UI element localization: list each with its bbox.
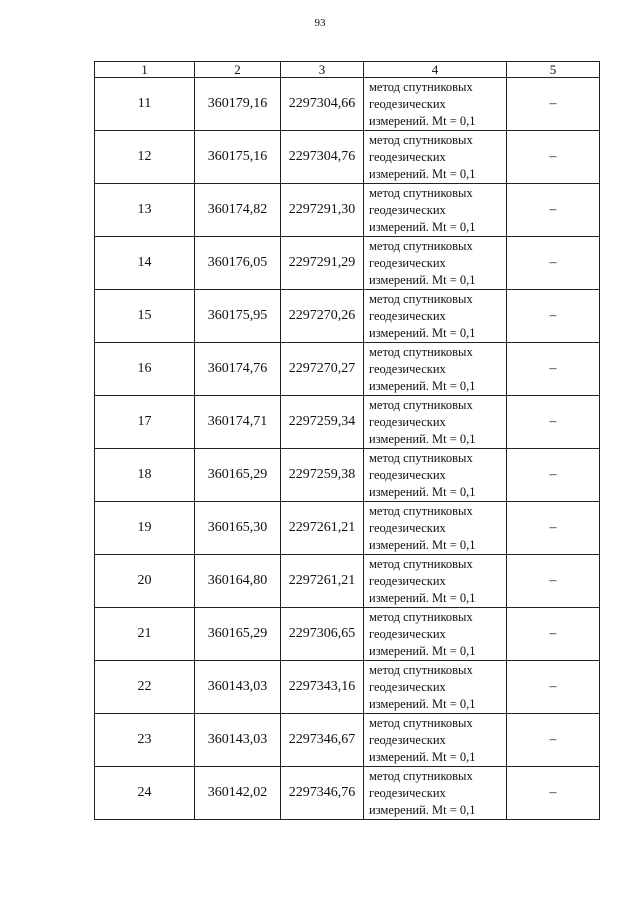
method-line: измерений. Mt = 0,1 [369,749,476,764]
method-line: метод спутниковых [369,556,473,571]
coordinate-x: 360174,82 [195,184,281,237]
note-cell: – [507,396,600,449]
method-line: измерений. Mt = 0,1 [369,590,476,605]
coordinate-y: 2297343,16 [281,661,364,714]
point-number: 14 [95,237,195,290]
point-number: 15 [95,290,195,343]
determination-method [364,608,507,661]
determination-method [364,237,507,290]
table-header-row [95,62,600,78]
coordinate-x: 360165,29 [195,449,281,502]
coordinates-table [94,61,600,820]
determination-method [364,290,507,343]
header-col-4: 4 [364,62,507,78]
determination-method [364,131,507,184]
note-cell: – [507,555,600,608]
method-line: метод спутниковых [369,238,473,253]
point-number: 18 [95,449,195,502]
coordinate-x: 360176,05 [195,237,281,290]
table-row [95,78,600,131]
coordinate-x: 360174,76 [195,343,281,396]
note-cell: – [507,343,600,396]
method-line: измерений. Mt = 0,1 [369,431,476,446]
coordinate-x: 360142,02 [195,767,281,820]
coordinate-y: 2297261,21 [281,555,364,608]
coordinate-y: 2297259,38 [281,449,364,502]
note-cell: – [507,184,600,237]
method-line: геодезических [369,626,446,641]
method-line: измерений. Mt = 0,1 [369,166,476,181]
point-number: 19 [95,502,195,555]
note-cell: – [507,237,600,290]
determination-method [364,449,507,502]
method-line: геодезических [369,573,446,588]
method-line: геодезических [369,467,446,482]
coordinate-x: 360143,03 [195,661,281,714]
method-line: измерений. Mt = 0,1 [369,696,476,711]
note-cell: – [507,661,600,714]
method-line: измерений. Mt = 0,1 [369,643,476,658]
method-line: метод спутниковых [369,291,473,306]
coordinate-x: 360179,16 [195,78,281,131]
method-line: метод спутниковых [369,132,473,147]
coordinate-y: 2297346,76 [281,767,364,820]
determination-method [364,555,507,608]
table-body [95,78,600,820]
point-number: 13 [95,184,195,237]
header-col-5: 5 [507,62,600,78]
method-line: геодезических [369,308,446,323]
table-row [95,343,600,396]
point-number: 21 [95,608,195,661]
determination-method [364,502,507,555]
point-number: 22 [95,661,195,714]
coordinate-y: 2297259,34 [281,396,364,449]
point-number: 12 [95,131,195,184]
coordinate-y: 2297306,65 [281,608,364,661]
coordinate-y: 2297304,66 [281,78,364,131]
coordinate-x: 360175,16 [195,131,281,184]
coordinate-y: 2297261,21 [281,502,364,555]
point-number: 17 [95,396,195,449]
method-line: измерений. Mt = 0,1 [369,325,476,340]
table-row [95,396,600,449]
point-number: 11 [95,78,195,131]
table-row [95,184,600,237]
note-cell: – [507,78,600,131]
method-line: измерений. Mt = 0,1 [369,802,476,817]
table-row [95,290,600,343]
coordinate-x: 360143,03 [195,714,281,767]
table-row [95,449,600,502]
coordinate-x: 360175,95 [195,290,281,343]
coordinate-y: 2297270,27 [281,343,364,396]
method-line: метод спутниковых [369,344,473,359]
note-cell: – [507,131,600,184]
point-number: 23 [95,714,195,767]
note-cell: – [507,502,600,555]
note-cell: – [507,449,600,502]
method-line: измерений. Mt = 0,1 [369,378,476,393]
coordinate-y: 2297346,67 [281,714,364,767]
method-line: метод спутниковых [369,609,473,624]
table-row [95,767,600,820]
determination-method [364,78,507,131]
determination-method [364,396,507,449]
method-line: метод спутниковых [369,185,473,200]
note-cell: – [507,714,600,767]
determination-method [364,343,507,396]
coordinate-y: 2297291,29 [281,237,364,290]
coordinate-x: 360164,80 [195,555,281,608]
table-row [95,661,600,714]
method-line: геодезических [369,679,446,694]
page-number: 93 [314,17,326,29]
determination-method [364,661,507,714]
point-number: 16 [95,343,195,396]
method-line: геодезических [369,255,446,270]
method-line: геодезических [369,732,446,747]
method-line: измерений. Mt = 0,1 [369,484,476,499]
coordinate-x: 360165,30 [195,502,281,555]
method-line: измерений. Mt = 0,1 [369,272,476,287]
table-row [95,714,600,767]
method-line: геодезических [369,361,446,376]
note-cell: – [507,767,600,820]
method-line: метод спутниковых [369,450,473,465]
coordinate-y: 2297291,30 [281,184,364,237]
table-row [95,237,600,290]
method-line: метод спутниковых [369,715,473,730]
method-line: измерений. Mt = 0,1 [369,537,476,552]
table-row [95,608,600,661]
method-line: метод спутниковых [369,79,473,94]
table-row [95,555,600,608]
header-col-1: 1 [95,62,195,78]
coordinate-y: 2297304,76 [281,131,364,184]
method-line: метод спутниковых [369,662,473,677]
method-line: измерений. Mt = 0,1 [369,219,476,234]
method-line: геодезических [369,202,446,217]
coordinate-x: 360165,29 [195,608,281,661]
table-row [95,131,600,184]
point-number: 20 [95,555,195,608]
coordinate-y: 2297270,26 [281,290,364,343]
method-line: геодезических [369,149,446,164]
method-line: метод спутниковых [369,503,473,518]
method-line: метод спутниковых [369,768,473,783]
method-line: геодезических [369,96,446,111]
header-col-2: 2 [195,62,281,78]
table-row [95,502,600,555]
header-col-3: 3 [281,62,364,78]
determination-method [364,714,507,767]
method-line: геодезических [369,520,446,535]
method-line: измерений. Mt = 0,1 [369,113,476,128]
point-number: 24 [95,767,195,820]
note-cell: – [507,608,600,661]
note-cell: – [507,290,600,343]
method-line: геодезических [369,414,446,429]
coordinate-x: 360174,71 [195,396,281,449]
method-line: метод спутниковых [369,397,473,412]
determination-method [364,767,507,820]
determination-method [364,184,507,237]
method-line: геодезических [369,785,446,800]
